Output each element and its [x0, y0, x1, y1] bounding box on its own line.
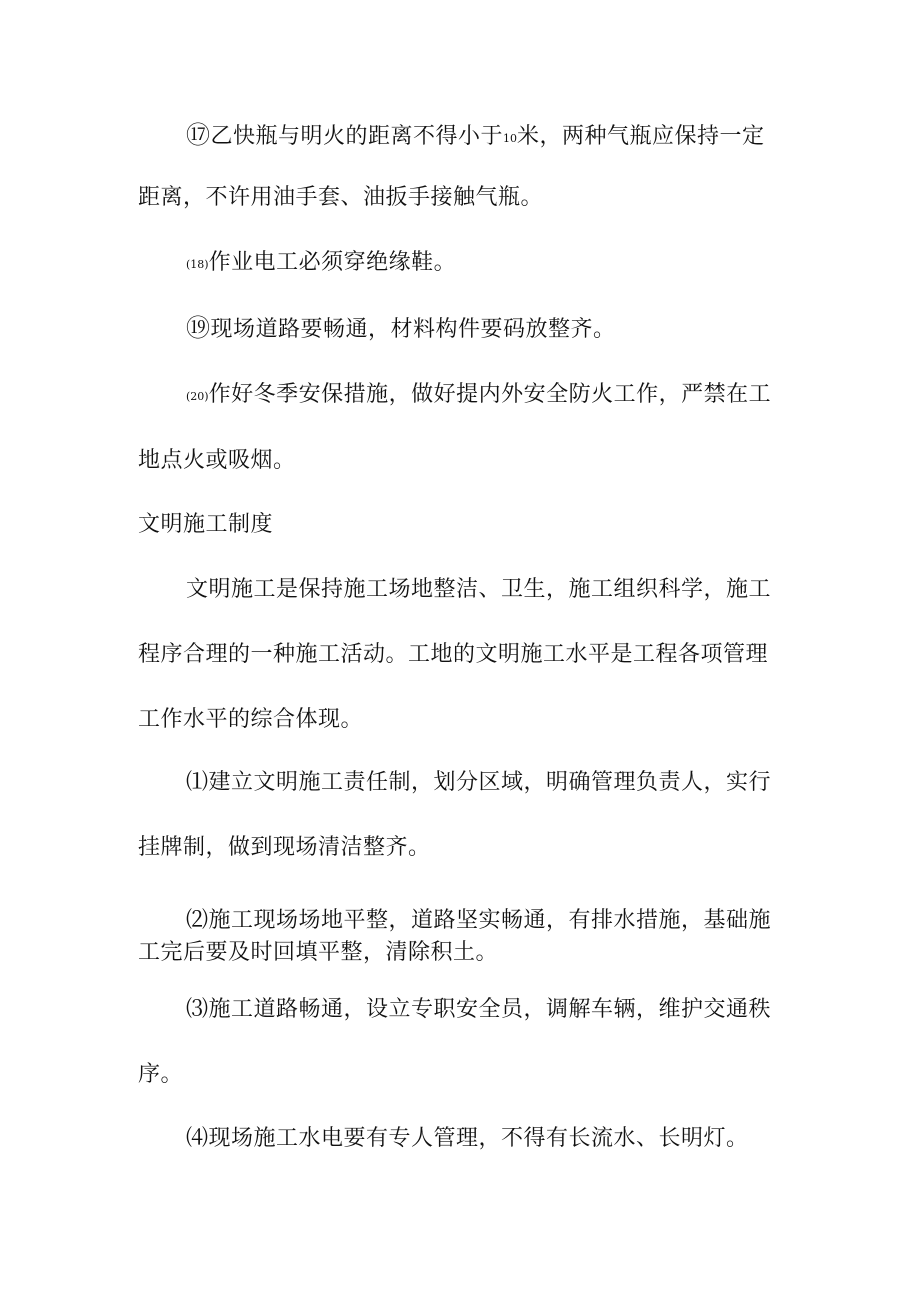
- item18-marker: (18): [186, 258, 209, 271]
- item17-marker: ⑰: [186, 121, 211, 149]
- p1-line2: 挂牌制，做到现场清洁整齐。: [138, 835, 431, 860]
- p3-line2: 序。: [138, 1062, 184, 1087]
- p1-line1: ⑴建立文明施工责任制，划分区域，明确管理负责人，实行: [186, 770, 772, 795]
- p3-line1: ⑶施工道路畅通，设立专职安全员，调解车辆，维护交通秩: [186, 997, 772, 1022]
- p2-line1: ⑵施工现场场地平整，道路坚实畅通，有排水措施，基础施: [186, 908, 772, 933]
- item19-line: [186, 313, 616, 345]
- item17-number: 10: [503, 132, 518, 145]
- item20-text: 作好冬季安保措施，做好提内外安全防火工作，严禁在工: [208, 382, 772, 407]
- intro-line3: 工作水平的综合体现。: [138, 707, 364, 732]
- item20-marker: (20): [186, 390, 209, 403]
- item17-text-a: 乙快瓶与明火的距离不得小于: [210, 124, 504, 149]
- intro-line2: 程序合理的一种施工活动。工地的文明施工水平是工程各项管理: [138, 642, 769, 667]
- item20-line1: [186, 380, 771, 412]
- item17-line1: [186, 120, 765, 154]
- item19-marker: ⑲: [186, 314, 211, 342]
- intro-line1: 文明施工是保持施工场地整洁、卫生，施工组织科学，施工: [186, 577, 772, 602]
- p2-line2: 工完后要及时回填平整，清除积土。: [138, 940, 499, 965]
- section-title: 文明施工制度: [138, 512, 274, 537]
- p4-line1: ⑷现场施工水电要有专人管理，不得有长流水、长明灯。: [186, 1126, 749, 1151]
- item20-line2: 地点火或吸烟。: [138, 448, 296, 473]
- item17-text-b: 米，两种气瓶应保持一定: [517, 124, 765, 149]
- item17-line2: 距离，不许用油手套、油扳手接触气瓶。: [138, 185, 544, 210]
- item18-line: [186, 248, 456, 280]
- item19-text: 现场道路要畅通，材料构件要码放整齐。: [210, 317, 616, 342]
- item18-text: 作业电工必须穿绝缘鞋。: [208, 250, 457, 275]
